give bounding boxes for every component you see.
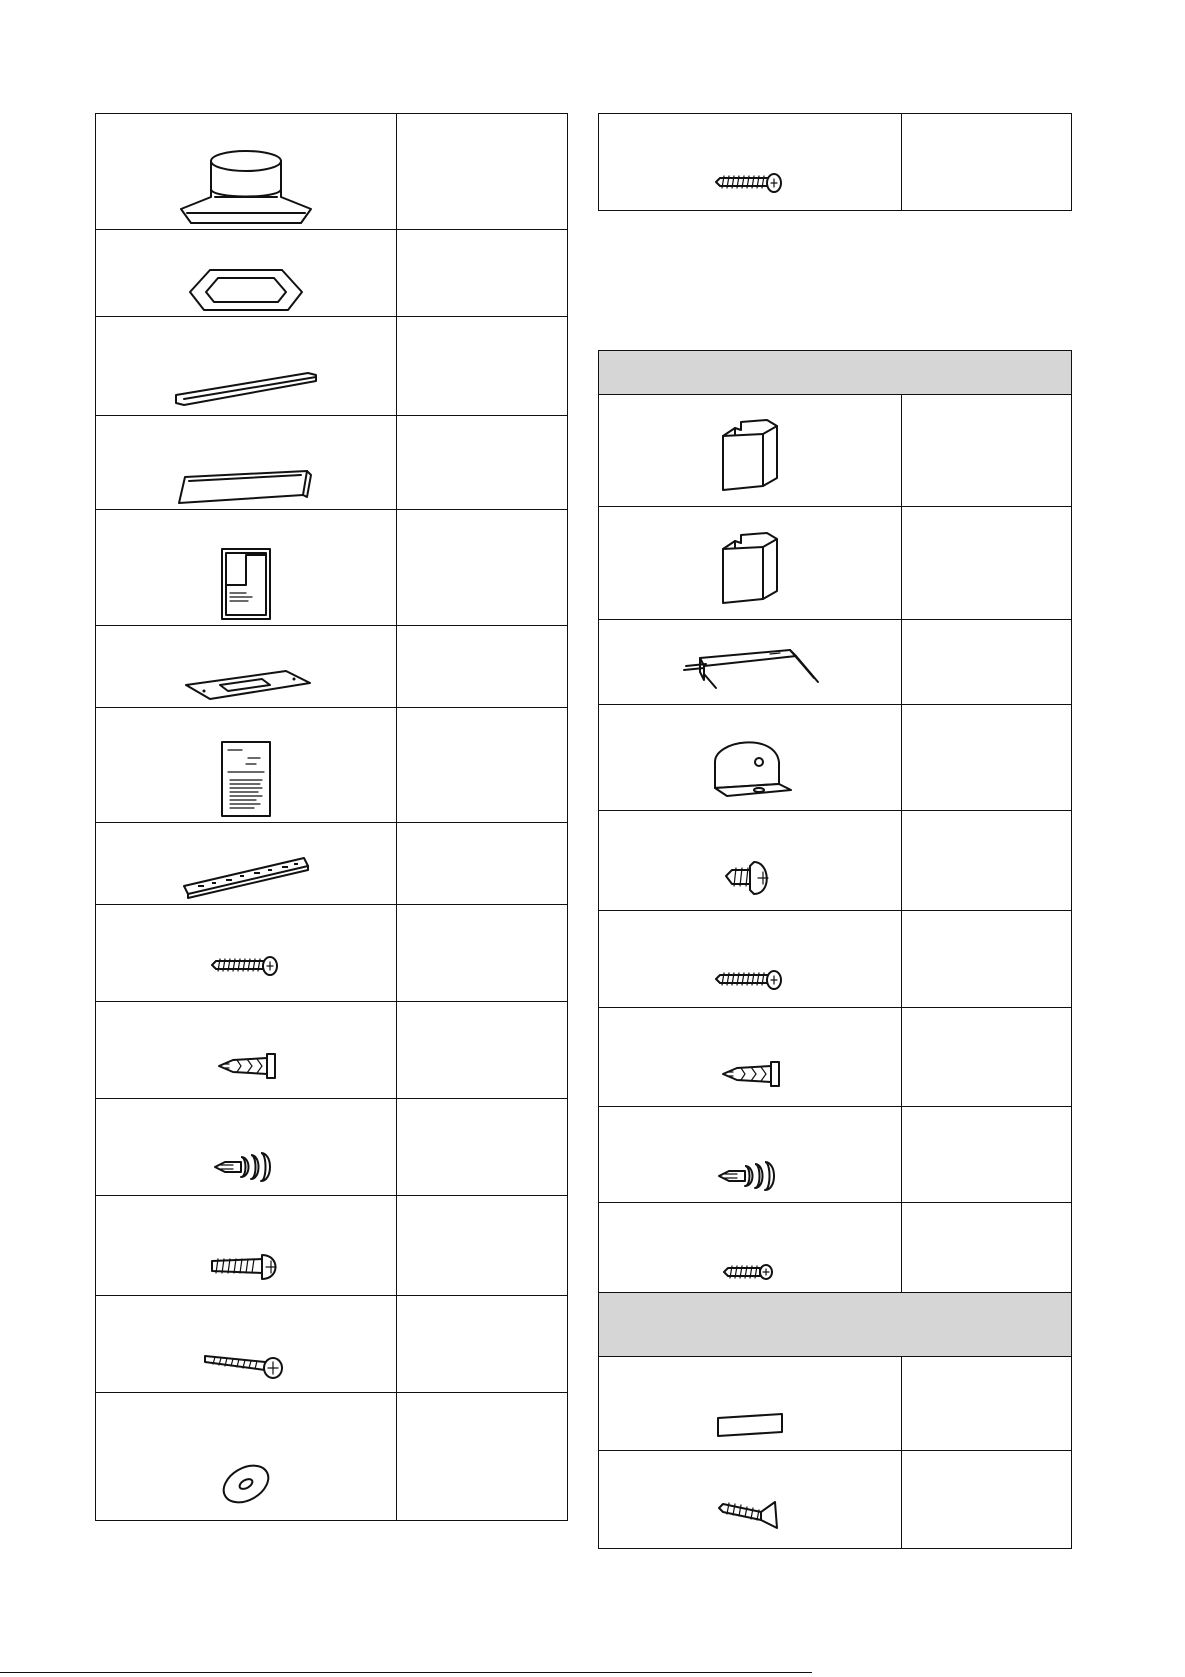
- long-screw-icon: [710, 965, 790, 997]
- part-description-cell: [397, 1393, 568, 1521]
- table-row: [96, 1393, 568, 1521]
- part-image-cell: [599, 620, 902, 705]
- long-screw-icon: [206, 951, 286, 983]
- table-row: [599, 1203, 1072, 1293]
- angle-bracket-icon: [705, 732, 795, 802]
- part-description-cell: [902, 114, 1072, 211]
- right-main-parts-table: [598, 350, 1072, 1549]
- left-parts-table: [95, 113, 568, 1521]
- part-description-cell: [397, 510, 568, 626]
- part-image-cell: [599, 1357, 902, 1451]
- table-row: [599, 1451, 1072, 1549]
- part-description-cell: [397, 1002, 568, 1099]
- part-description-cell: [397, 317, 568, 416]
- table-row: [599, 1107, 1072, 1203]
- short-screw-icon: [720, 1260, 780, 1284]
- table-row: [599, 811, 1072, 911]
- section-header-cell: [599, 351, 1072, 395]
- part-description-cell: [397, 1099, 568, 1196]
- part-image-cell: [599, 507, 902, 620]
- table-row: [96, 510, 568, 626]
- table-row: [96, 1099, 568, 1196]
- table-row: [599, 620, 1072, 705]
- section-header-cell: [599, 1293, 1072, 1357]
- table-row: [96, 905, 568, 1002]
- filter-panel-icon: [171, 465, 321, 509]
- part-description-cell: [397, 905, 568, 1002]
- part-description-cell: [397, 708, 568, 823]
- part-image-cell: [96, 510, 397, 626]
- lower-chimney-cover-icon: [715, 529, 785, 607]
- instruction-sheet-icon: [216, 738, 276, 822]
- part-image-cell: [96, 823, 397, 905]
- part-description-cell: [902, 1107, 1072, 1203]
- table-row: [96, 1002, 568, 1099]
- mounting-template-icon: [176, 663, 316, 707]
- table-row: [96, 114, 568, 230]
- table-row: [599, 114, 1072, 211]
- part-image-cell: [599, 1451, 902, 1549]
- part-image-cell: [599, 705, 902, 811]
- part-description-cell: [902, 395, 1072, 507]
- table-row: [599, 1008, 1072, 1107]
- part-image-cell: [96, 708, 397, 823]
- table-section-header: [599, 351, 1072, 395]
- part-image-cell: [599, 1008, 902, 1107]
- part-image-cell: [96, 416, 397, 510]
- perforated-mounting-rail-icon: [176, 852, 316, 904]
- table-row: [96, 823, 568, 905]
- table-row: [96, 416, 568, 510]
- table-row: [96, 1196, 568, 1296]
- table-row: [599, 395, 1072, 507]
- part-image-cell: [96, 114, 397, 230]
- chimney-support-bracket-icon: [680, 638, 820, 690]
- table-row: [599, 705, 1072, 811]
- part-description-cell: [902, 620, 1072, 705]
- manual-booklet-icon: [216, 545, 276, 625]
- part-image-cell: [599, 1203, 902, 1293]
- part-description-cell: [397, 114, 568, 230]
- table-row: [599, 1357, 1072, 1451]
- table-row: [599, 507, 1072, 620]
- footer-rule: [0, 1672, 812, 1673]
- part-description-cell: [902, 1008, 1072, 1107]
- part-description-cell: [397, 1196, 568, 1296]
- self-drilling-drywall-anchor-icon: [715, 1160, 785, 1194]
- part-image-cell: [599, 114, 902, 211]
- part-description-cell: [902, 1357, 1072, 1451]
- part-image-cell: [599, 811, 902, 911]
- part-image-cell: [96, 1296, 397, 1393]
- short-flange-screw-icon: [720, 858, 780, 898]
- part-description-cell: [397, 1296, 568, 1393]
- table-row: [96, 317, 568, 416]
- part-image-cell: [96, 1393, 397, 1521]
- gasket-frame-icon: [176, 256, 316, 316]
- upper-chimney-cover-icon: [715, 416, 785, 494]
- machine-screw-icon: [206, 1249, 286, 1283]
- table-row: [96, 708, 568, 823]
- washer-icon: [216, 1464, 276, 1504]
- part-image-cell: [96, 230, 397, 317]
- long-screw-icon: [710, 168, 790, 200]
- part-image-cell: [96, 1196, 397, 1296]
- countersunk-screw-icon: [715, 1494, 785, 1534]
- part-image-cell: [599, 911, 902, 1008]
- part-description-cell: [397, 626, 568, 708]
- part-image-cell: [96, 1002, 397, 1099]
- part-description-cell: [397, 823, 568, 905]
- part-description-cell: [397, 416, 568, 510]
- self-drilling-drywall-anchor-icon: [211, 1151, 281, 1185]
- right-top-parts-table: [598, 113, 1072, 211]
- long-machine-bolt-icon: [201, 1348, 291, 1382]
- part-image-cell: [96, 626, 397, 708]
- long-bracket-strip-icon: [166, 365, 326, 415]
- part-image-cell: [599, 1107, 902, 1203]
- part-description-cell: [902, 705, 1072, 811]
- part-description-cell: [902, 507, 1072, 620]
- part-image-cell: [96, 317, 397, 416]
- plastic-wall-anchor-icon: [715, 1060, 785, 1090]
- part-description-cell: [902, 1203, 1072, 1293]
- part-description-cell: [902, 811, 1072, 911]
- plastic-wall-anchor-icon: [211, 1052, 281, 1082]
- part-description-cell: [902, 911, 1072, 1008]
- table-row: [96, 230, 568, 317]
- part-description-cell: [902, 1451, 1072, 1549]
- table-row: [96, 626, 568, 708]
- duct-collar-icon: [171, 137, 321, 229]
- flat-plate-icon: [710, 1410, 790, 1440]
- table-row: [96, 1296, 568, 1393]
- table-row: [599, 911, 1072, 1008]
- part-image-cell: [599, 395, 902, 507]
- table-section-header: [599, 1293, 1072, 1357]
- part-description-cell: [397, 230, 568, 317]
- part-image-cell: [96, 1099, 397, 1196]
- part-image-cell: [96, 905, 397, 1002]
